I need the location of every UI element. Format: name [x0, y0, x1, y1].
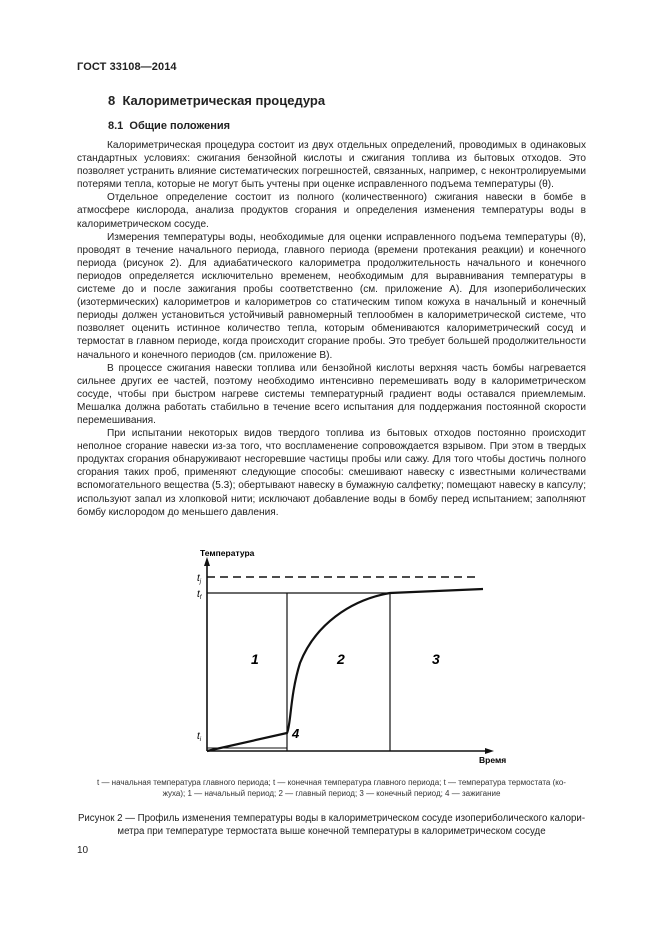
paragraph: Отдельное определение состоит из полного (количественного) сжигания навески в бомбе в атмосфере кислорода, анализа продуктов сгорания и определения изменения температуры воды в калориметрическом сосуде. — [77, 192, 586, 230]
body-text — [77, 139, 586, 519]
region-label-initial: 1 — [251, 651, 259, 667]
caption-line-1: Рисунок 2 — Профиль изменения температуры воды в калориметрическом сосуде изопериболического калори- — [77, 813, 586, 824]
x-axis-label: Время — [479, 755, 507, 765]
region-label-main: 2 — [337, 651, 345, 667]
legend-line-2: жуха); 1 — начальный период; 2 — главный период; 3 — конечный период; 4 — зажигание — [162, 788, 501, 798]
tick-label-tf: $t_f$ — [197, 589, 202, 601]
paragraph: При испытании некоторых видов твердого топлива из бытовых отходов постоянно происходит неполное сгорание навески из-за того, что воспламенение сопровождается взрывом. При этом в твердых продуктах сгорания обнаруживают несгоревшие частицы пробы или сажу. Для того чтобы достичь полного сгорания таких проб, применяют следующие способы: смешивают навеску с известными количествами вспомогательного вещества (5.3); обертывают навеску в бумажную салфетку; помещают навеску в капсулу; используют запал из хлопковой нити; исключают добавление воды в бомбу перед испытанием; заполняют бомбу кислородом до меньшего давления. — [77, 428, 586, 518]
caption-line-2: метра при температуре термостата выше конечной температуры в калориметрическом сосуде — [117, 826, 546, 837]
y-axis-arrow — [204, 557, 210, 566]
subsection-title — [108, 120, 230, 132]
section-title — [108, 93, 325, 108]
figure-caption — [77, 812, 586, 838]
paragraph: Калориметрическая процедура состоит из двух отдельных определений, проводимых в одинаковых стандартных условиях: сжигания бензойной кислоты и сжигания топлива из бытовых отходов. Это позволяет устранить влияние систематических погрешностей, связанных, например, с неконтролируемыми потерями тепла, которые не могут быть учтены при оценке исправленного подъема температуры (θ). — [77, 140, 586, 191]
figure-legend — [77, 778, 586, 799]
paragraph: В процессе сжигания навески топлива или бензойной кислоты верхняя часть бомбы нагревается сильнее других ее частей, поэтому необходимо интенсивно перемешивать воду в калориметрическом сосуде, чтобы при быстром нагреве системы температурный градиент воды оставался приемлемым. Мешалка должна работать стабильно в течение всего испытания для поддержания постоянной скорости перемешивания. — [77, 362, 586, 426]
region-label-final: 3 — [432, 651, 440, 667]
tick-label-ti: $t_i$ — [197, 731, 202, 743]
temperature-curve — [207, 589, 483, 751]
page-number: 10 — [77, 845, 89, 856]
section-title-text: Калориметрическая процедура — [122, 93, 326, 108]
ignition-label: 4 — [292, 726, 300, 741]
temperature-profile-diagram — [190, 545, 507, 770]
section-number: 8 — [108, 93, 116, 108]
subsection-title-text: Общие положения — [129, 120, 231, 132]
temperature-profile-figure — [190, 545, 507, 770]
x-axis-arrow — [485, 748, 494, 754]
subsection-number: 8.1 — [108, 120, 124, 132]
legend-line-1: t — начальная температура главного периода; t — конечная температура главного периода; t — температура термостата (ко- — [97, 778, 566, 787]
paragraph: Измерения температуры воды, необходимые для оценки исправленного подъема температуры (θ), проводят в течение начального периода, главного периода (времени протекания реакции) и конечного периода (рисунок 2). Для адиабатического калориметра продолжительность начального и конечного периодов определяется исключительно временем, необходимым для выравнивания температуры в системе до и после зажигания пробы соответственно (см. приложение А). Для изопериболических (изотермических) калориметров и калориметров со статическим типом кожуха в начальный и конечный периоды должен установиться устойчивый равномерный теплообмен в калориметрической системе, что позволяет оценить истинное количество тепла, которым обмениваются калориметрический сосуд и термостат в главном периоде, когда происходит сгорание пробы. Это требует большей продолжительности начального и конечного периодов (см. приложение В). — [77, 231, 586, 361]
standard-header: ГОСТ 33108—2014 — [77, 61, 177, 73]
tick-label-tj: $t_j$ — [197, 573, 202, 585]
y-axis-label: Температура — [200, 548, 255, 558]
